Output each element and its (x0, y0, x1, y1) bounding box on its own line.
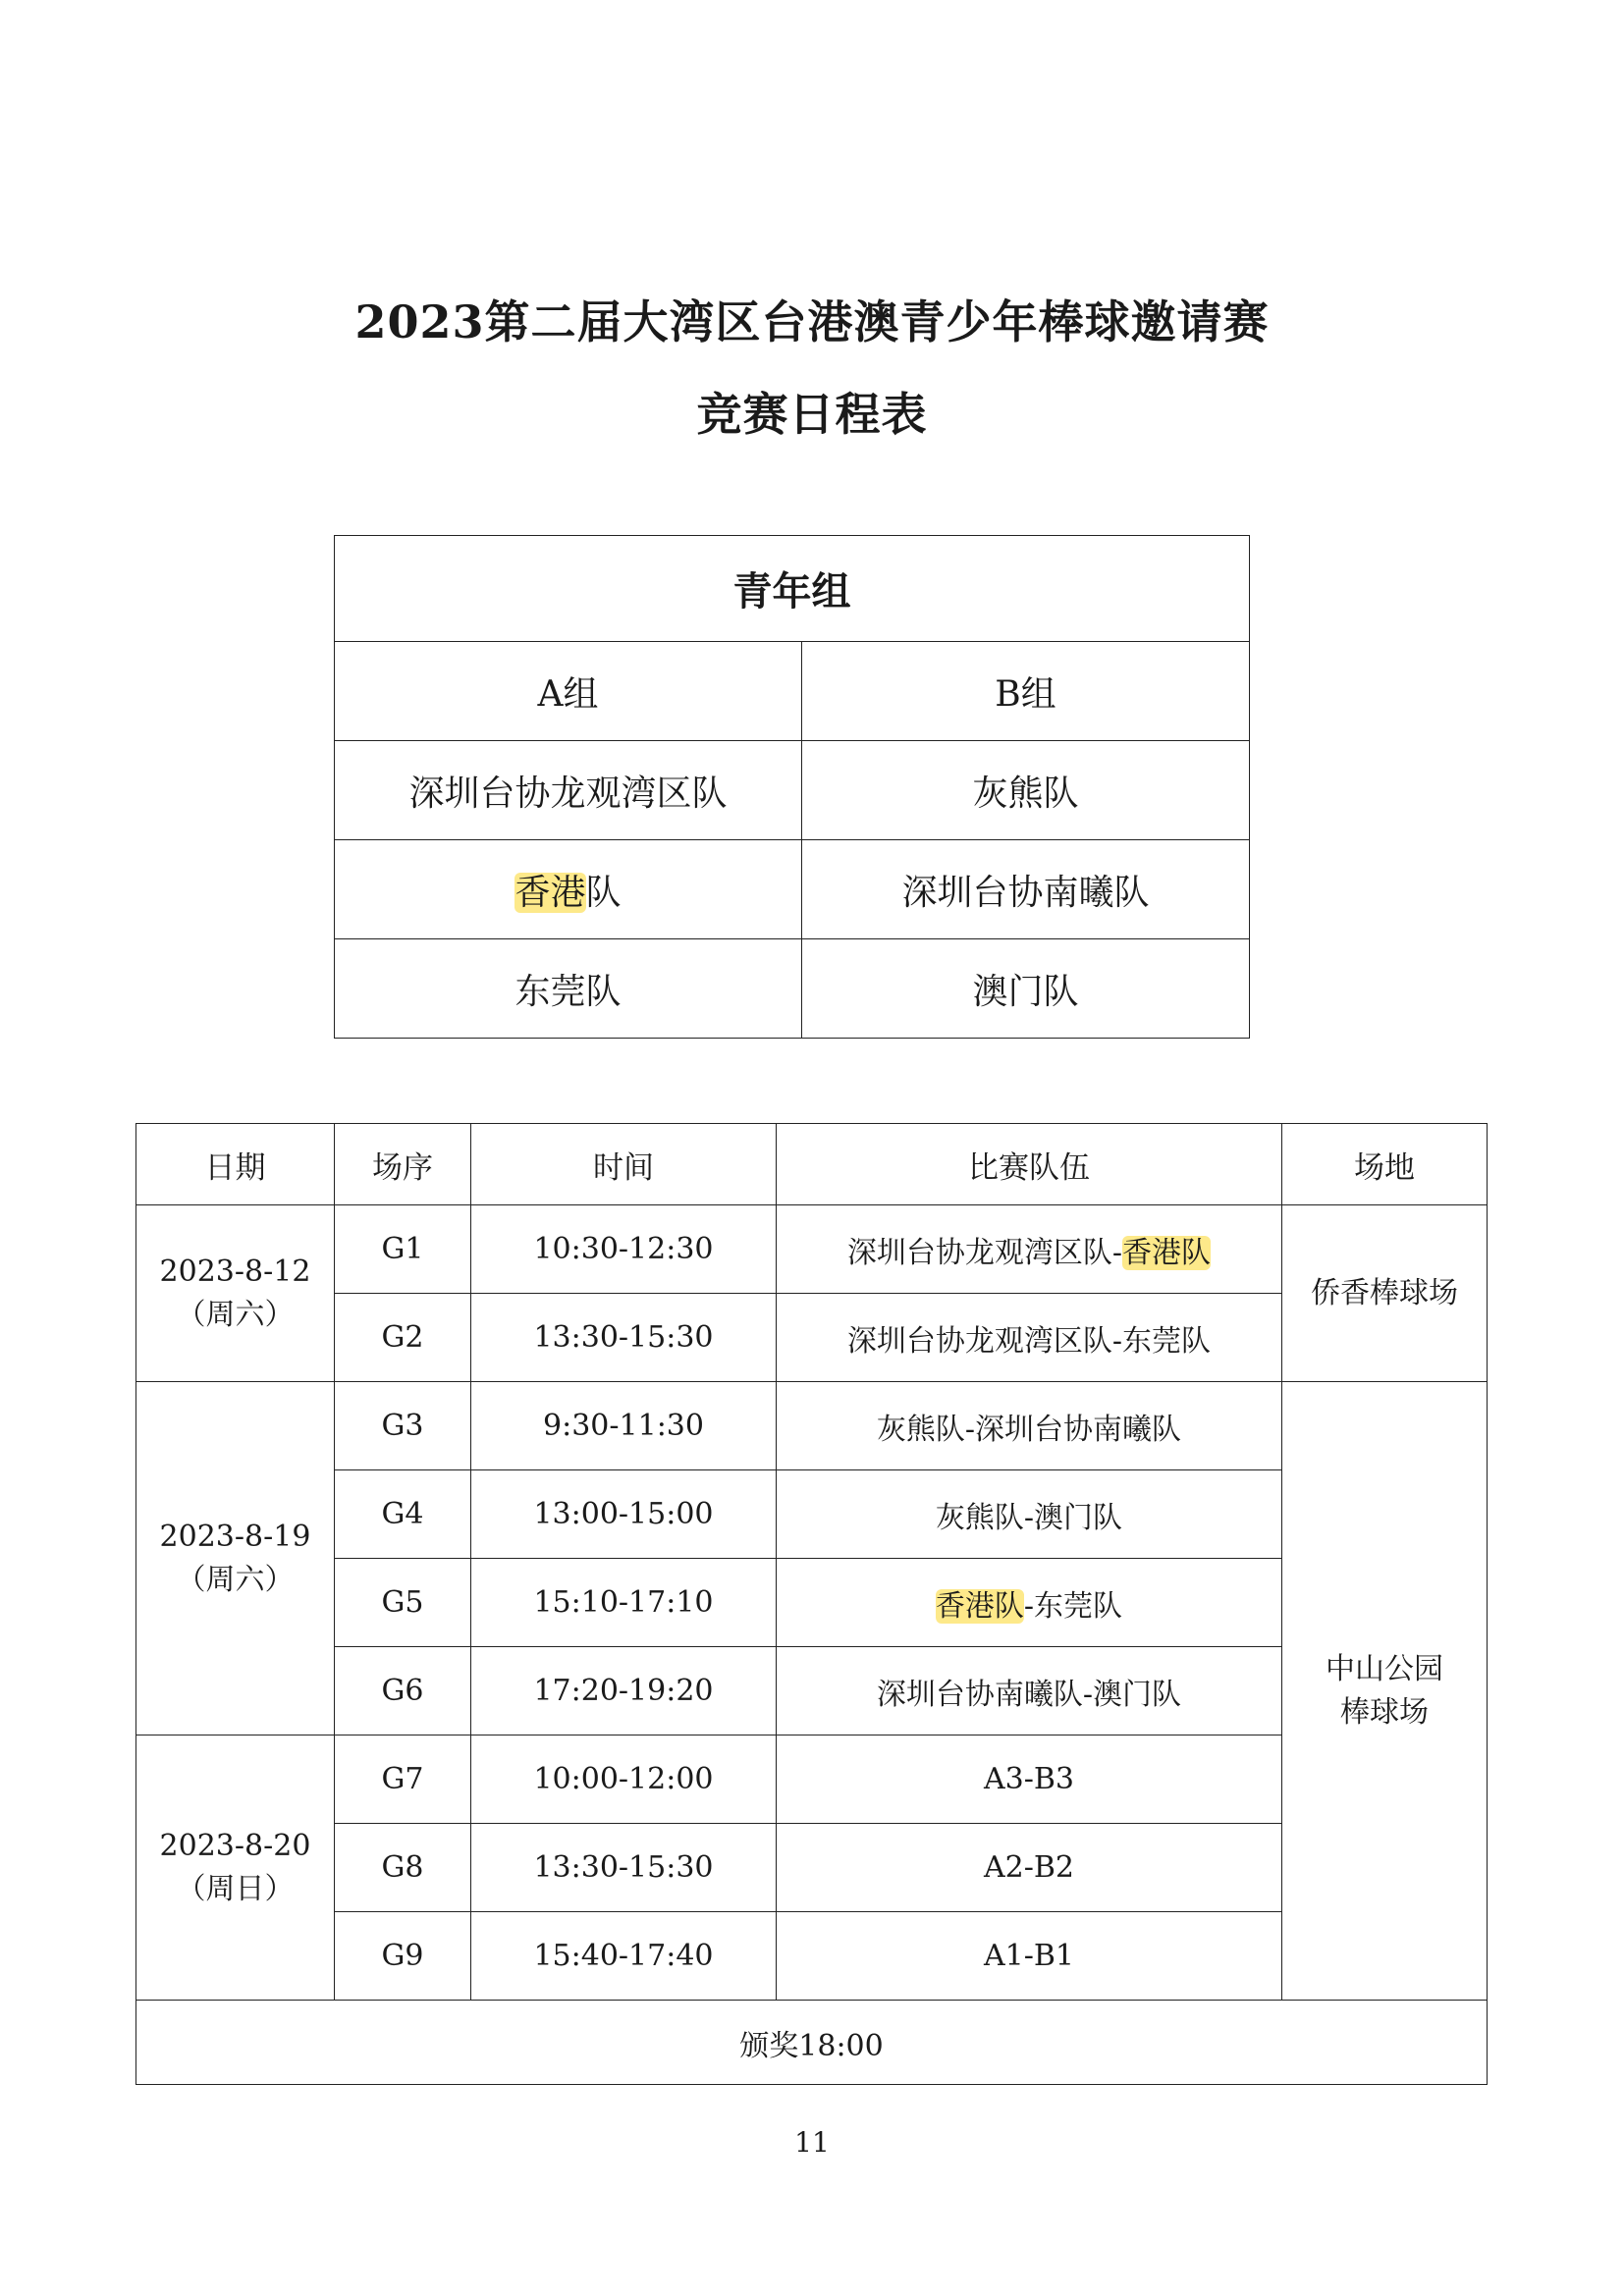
game-id: G6 (335, 1647, 471, 1735)
weekday-text: （周六） (176, 1562, 295, 1597)
teams-text: -东莞队 (1023, 1588, 1123, 1624)
group-b-team: 深圳台协南曦队 (802, 840, 1250, 939)
game-time: 9:30-11:30 (471, 1382, 777, 1470)
game-time: 10:00-12:00 (471, 1735, 777, 1824)
game-teams: 灰熊队-澳门队 (777, 1470, 1282, 1559)
group-b-team: 澳门队 (802, 939, 1250, 1039)
group-a-team (335, 840, 802, 939)
document-subtitle: 竞赛日程表 (696, 388, 928, 441)
group-b-team: 灰熊队 (802, 741, 1250, 840)
header-venue: 场地 (1282, 1124, 1488, 1205)
venue-cell (1282, 1205, 1488, 1382)
document-title: 2023第二届大湾区台港澳青少年棒球邀请赛 (354, 295, 1270, 348)
game-time: 17:20-19:20 (471, 1647, 777, 1735)
weekday-text: （周日） (176, 1871, 295, 1906)
award-cell: 颁奖18:00 (136, 2001, 1488, 2085)
game-teams: A3-B3 (777, 1735, 1282, 1824)
venue-text: 中山公园 (1326, 1651, 1443, 1686)
group-table (334, 535, 1250, 1039)
header-date: 日期 (136, 1124, 335, 1205)
header-time: 时间 (471, 1124, 777, 1205)
game-time: 13:00-15:00 (471, 1470, 777, 1559)
date-text: 2023-8-12 (159, 1254, 311, 1289)
table-row (335, 939, 1250, 1039)
venue-text: 侨香棒球场 (1311, 1275, 1458, 1310)
highlighted-text: 香港队 (1122, 1235, 1212, 1270)
team-suffix: 队 (585, 872, 622, 913)
game-id: G1 (335, 1205, 471, 1294)
date-cell (136, 1382, 335, 1735)
schedule-table (135, 1123, 1488, 2085)
game-id: G8 (335, 1824, 471, 1912)
game-teams: A1-B1 (777, 1912, 1282, 2001)
game-teams (777, 1559, 1282, 1647)
game-teams: 深圳台协龙观湾区队-东莞队 (777, 1294, 1282, 1382)
group-a-label: A组 (335, 642, 802, 741)
game-teams: 深圳台协南曦队-澳门队 (777, 1647, 1282, 1735)
highlighted-text: 香港队 (935, 1588, 1024, 1624)
date-text: 2023-8-19 (159, 1519, 311, 1554)
date-cell (136, 1735, 335, 2001)
weekday-text: （周六） (176, 1297, 295, 1332)
game-time: 15:40-17:40 (471, 1912, 777, 2001)
table-row (136, 1382, 1488, 1470)
venue-cell (1282, 1382, 1488, 2001)
highlighted-text: 香港 (514, 872, 586, 913)
table-row (335, 840, 1250, 939)
game-id: G2 (335, 1294, 471, 1382)
game-time: 10:30-12:30 (471, 1205, 777, 1294)
table-row (136, 1205, 1488, 1294)
teams-text: 深圳台协龙观湾区队- (846, 1235, 1123, 1270)
date-cell (136, 1205, 335, 1382)
game-time: 13:30-15:30 (471, 1294, 777, 1382)
game-id: G4 (335, 1470, 471, 1559)
game-id: G3 (335, 1382, 471, 1470)
page-number: 11 (794, 2126, 830, 2159)
game-time: 15:10-17:10 (471, 1559, 777, 1647)
group-header: 青年组 (335, 536, 1250, 642)
game-teams: A2-B2 (777, 1824, 1282, 1912)
game-id: G7 (335, 1735, 471, 1824)
date-text: 2023-8-20 (159, 1828, 311, 1863)
header-teams: 比赛队伍 (777, 1124, 1282, 1205)
group-a-team: 深圳台协龙观湾区队 (335, 741, 802, 840)
venue-text: 棒球场 (1340, 1694, 1429, 1730)
header-game: 场序 (335, 1124, 471, 1205)
game-id: G5 (335, 1559, 471, 1647)
game-teams: 灰熊队-深圳台协南曦队 (777, 1382, 1282, 1470)
game-time: 13:30-15:30 (471, 1824, 777, 1912)
group-b-label: B组 (802, 642, 1250, 741)
group-a-team: 东莞队 (335, 939, 802, 1039)
table-row (335, 741, 1250, 840)
game-id: G9 (335, 1912, 471, 2001)
game-teams (777, 1205, 1282, 1294)
table-row (136, 2001, 1488, 2085)
